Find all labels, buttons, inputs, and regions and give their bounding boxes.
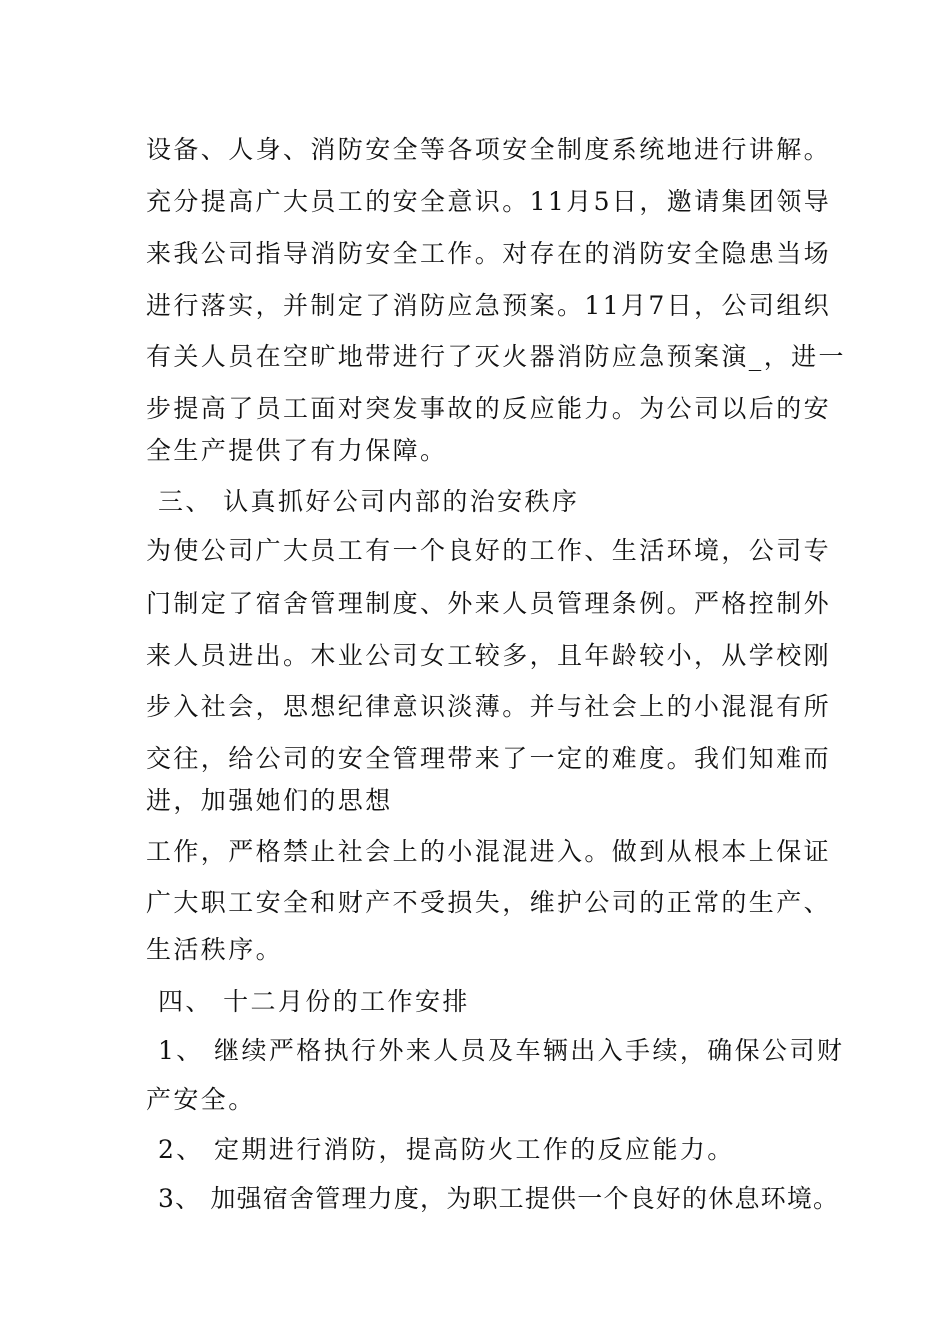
section-heading-3: 三、 认真抓好公司内部的治安秩序 [158, 487, 580, 516]
paragraph-line-11: 步入社会，思想纪律意识淡薄。并与社会上的小混混有所 [146, 692, 832, 721]
list-item-3: 3、 加强宿舍管理力度，为职工提供一个良好的休息环境。 [158, 1184, 840, 1213]
list-item-1: 1、 继续严格执行外来人员及车辆出入手续，确保公司财 [158, 1036, 845, 1065]
list-item-1-cont: 产安全。 [146, 1085, 256, 1114]
paragraph-line-1: 设备、人身、消防安全等各项安全制度系统地进行讲解。 [146, 135, 832, 164]
list-item-2: 2、 定期进行消防，提高防火工作的反应能力。 [158, 1135, 735, 1164]
paragraph-line-4: 进行落实，并制定了消防应急预案。11月7日，公司组织 [146, 291, 832, 320]
paragraph-line-16: 生活秩序。 [146, 935, 284, 964]
paragraph-line-15: 广大职工安全和财产不受损失，维护公司的正常的生产、 [146, 888, 832, 917]
paragraph-line-12: 交往，给公司的安全管理带来了一定的难度。我们知难而 [146, 744, 832, 773]
paragraph-line-6: 步提高了员工面对突发事故的反应能力。为公司以后的安 [146, 394, 832, 423]
paragraph-line-5: 有关人员在空旷地带进行了灭火器消防应急预案演_，进一 [146, 342, 846, 371]
paragraph-line-13: 进，加强她们的思想 [146, 786, 393, 815]
paragraph-line-14: 工作，严格禁止社会上的小混混进入。做到从根本上保证 [146, 837, 832, 866]
section-heading-4: 四、 十二月份的工作安排 [158, 987, 470, 1016]
paragraph-line-7: 全生产提供了有力保障。 [146, 436, 448, 465]
paragraph-line-9: 门制定了宿舍管理制度、外来人员管理条例。严格控制外 [146, 589, 832, 618]
paragraph-line-10: 来人员进出。木业公司女工较多，且年龄较小，从学校刚 [146, 641, 832, 670]
paragraph-line-3: 来我公司指导消防安全工作。对存在的消防安全隐患当场 [146, 239, 832, 268]
paragraph-line-2: 充分提高广大员工的安全意识。11月5日，邀请集团领导 [146, 187, 832, 216]
paragraph-line-8: 为使公司广大员工有一个良好的工作、生活环境，公司专 [146, 536, 832, 565]
